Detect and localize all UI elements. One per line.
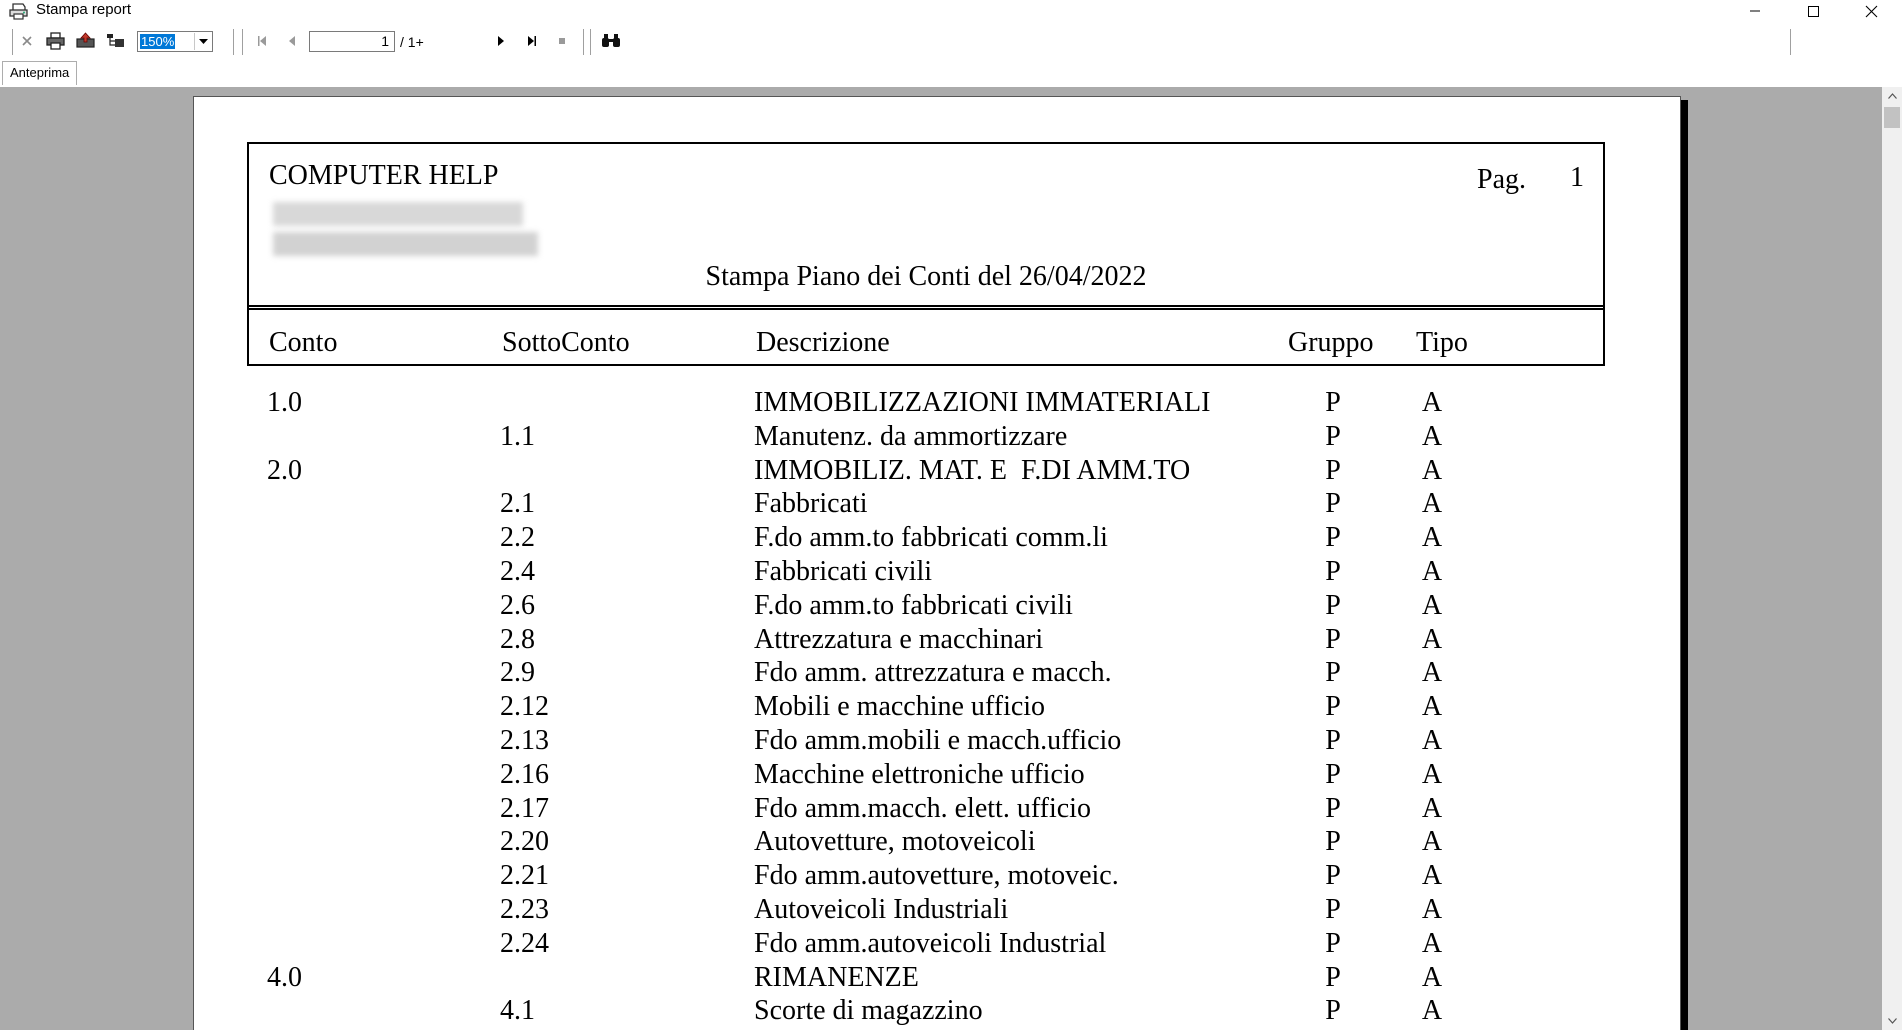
cell-tipo: A bbox=[1421, 893, 1443, 925]
close-icon bbox=[1865, 5, 1878, 18]
cell-tipo: A bbox=[1421, 657, 1443, 689]
cell-tipo: A bbox=[1421, 961, 1443, 993]
cell-descrizione: Fdo amm. attrezzatura e macch. bbox=[754, 657, 1112, 689]
cell-conto: 4.0 bbox=[267, 961, 302, 993]
find-button[interactable] bbox=[599, 29, 623, 53]
stop-button[interactable] bbox=[550, 29, 574, 53]
cell-gruppo: P bbox=[1325, 488, 1341, 520]
table-row bbox=[247, 488, 1605, 522]
cell-tipo: A bbox=[1421, 758, 1443, 790]
cell-sottoconto: 2.9 bbox=[500, 657, 535, 689]
cell-gruppo: P bbox=[1325, 758, 1341, 790]
redacted-address-line bbox=[273, 232, 538, 256]
table-row bbox=[247, 657, 1605, 691]
cell-descrizione: Fdo amm.mobili e macch.ufficio bbox=[754, 724, 1122, 756]
table-row bbox=[247, 826, 1605, 860]
table-row bbox=[247, 928, 1605, 962]
report-page bbox=[193, 96, 1681, 1030]
column-header-tipo: Tipo bbox=[1416, 327, 1468, 358]
report-rows bbox=[247, 387, 1605, 1029]
page-total: / 1+ bbox=[400, 34, 424, 50]
cell-tipo: A bbox=[1421, 691, 1443, 723]
table-row bbox=[247, 556, 1605, 590]
toolbar bbox=[0, 25, 1902, 59]
scroll-down-button[interactable] bbox=[1882, 1012, 1902, 1030]
table-row bbox=[247, 759, 1605, 793]
cell-tipo: A bbox=[1421, 522, 1443, 554]
cell-tipo: A bbox=[1421, 623, 1443, 655]
cell-tipo: A bbox=[1421, 792, 1443, 824]
cell-descrizione: IMMOBILIZ. MAT. E F.DI AMM.TO bbox=[754, 454, 1191, 486]
print-icon bbox=[46, 32, 66, 50]
chevron-up-icon bbox=[1888, 93, 1897, 99]
last-page-button[interactable] bbox=[520, 29, 544, 53]
scrollbar-thumb[interactable] bbox=[1884, 107, 1900, 128]
export-icon bbox=[76, 32, 96, 50]
cell-conto: 2.0 bbox=[267, 454, 302, 486]
cell-tipo: A bbox=[1421, 555, 1443, 587]
tab-bar bbox=[0, 59, 1902, 87]
zoom-dropdown-button[interactable] bbox=[194, 33, 211, 50]
minimize-button[interactable] bbox=[1726, 0, 1784, 22]
cell-sottoconto: 2.6 bbox=[500, 589, 535, 621]
minimize-icon bbox=[1749, 5, 1761, 17]
table-row bbox=[247, 691, 1605, 725]
cell-sottoconto: 2.13 bbox=[500, 724, 549, 756]
toolbar-separator bbox=[242, 29, 245, 55]
cell-sottoconto: 2.12 bbox=[500, 691, 549, 723]
page-label: Pag. bbox=[1477, 164, 1526, 195]
company-name: COMPUTER HELP bbox=[269, 160, 499, 191]
cell-sottoconto: 2.20 bbox=[500, 826, 549, 858]
chevron-down-icon bbox=[199, 39, 208, 45]
close-button[interactable] bbox=[1842, 0, 1900, 22]
cell-descrizione: Fdo amm.macch. elett. ufficio bbox=[754, 792, 1091, 824]
column-header-gruppo: Gruppo bbox=[1288, 327, 1374, 358]
page-number-input[interactable]: 1 bbox=[309, 31, 395, 52]
print-button[interactable] bbox=[44, 29, 68, 53]
cell-tipo: A bbox=[1421, 927, 1443, 959]
page-number: 1 bbox=[1570, 162, 1584, 193]
cell-descrizione: Macchine elettroniche ufficio bbox=[754, 758, 1085, 790]
cell-sottoconto: 2.23 bbox=[500, 893, 549, 925]
cell-gruppo: P bbox=[1325, 691, 1341, 723]
cell-gruppo: P bbox=[1325, 555, 1341, 587]
first-page-button[interactable] bbox=[250, 29, 274, 53]
toolbar-separator bbox=[233, 29, 236, 55]
cell-sottoconto: 2.8 bbox=[500, 623, 535, 655]
next-page-icon bbox=[495, 35, 507, 47]
cell-descrizione: RIMANENZE bbox=[754, 961, 919, 993]
tree-icon bbox=[106, 32, 126, 50]
cell-tipo: A bbox=[1421, 860, 1443, 892]
cell-sottoconto: 4.1 bbox=[500, 995, 535, 1027]
toolbar-separator bbox=[1790, 29, 1793, 55]
printer-app-icon bbox=[9, 2, 29, 20]
cell-descrizione: F.do amm.to fabbricati civili bbox=[754, 589, 1073, 621]
zoom-select[interactable] bbox=[137, 31, 213, 52]
cell-gruppo: P bbox=[1325, 454, 1341, 486]
report-header bbox=[247, 142, 1605, 307]
cell-tipo: A bbox=[1421, 995, 1443, 1027]
cell-tipo: A bbox=[1421, 387, 1443, 418]
find-icon bbox=[601, 33, 621, 49]
cell-tipo: A bbox=[1421, 420, 1443, 452]
report-preview-area[interactable] bbox=[0, 87, 1882, 1030]
maximize-button[interactable] bbox=[1784, 0, 1842, 22]
table-row bbox=[247, 860, 1605, 894]
vertical-scrollbar[interactable] bbox=[1882, 87, 1902, 1030]
table-row bbox=[247, 624, 1605, 658]
cell-gruppo: P bbox=[1325, 522, 1341, 554]
last-page-icon bbox=[526, 35, 538, 47]
scroll-up-button[interactable] bbox=[1882, 87, 1902, 105]
cell-tipo: A bbox=[1421, 724, 1443, 756]
cell-gruppo: P bbox=[1325, 420, 1341, 452]
cell-descrizione: Attrezzatura e macchinari bbox=[754, 623, 1044, 655]
cell-gruppo: P bbox=[1325, 961, 1341, 993]
first-page-icon bbox=[256, 35, 268, 47]
table-row bbox=[247, 995, 1605, 1029]
close-icon bbox=[20, 34, 34, 48]
close-preview-button[interactable] bbox=[15, 29, 39, 53]
next-page-button[interactable] bbox=[489, 29, 513, 53]
cell-gruppo: P bbox=[1325, 589, 1341, 621]
prev-page-icon bbox=[286, 35, 298, 47]
cell-gruppo: P bbox=[1325, 724, 1341, 756]
cell-descrizione: F.do amm.to fabbricati comm.li bbox=[754, 522, 1108, 554]
cell-descrizione: Manutenz. da ammortizzare bbox=[754, 420, 1068, 452]
table-row bbox=[247, 455, 1605, 489]
cell-gruppo: P bbox=[1325, 826, 1341, 858]
table-row bbox=[247, 962, 1605, 996]
cell-gruppo: P bbox=[1325, 893, 1341, 925]
table-row bbox=[247, 793, 1605, 827]
cell-sottoconto: 2.16 bbox=[500, 758, 549, 790]
cell-descrizione: Fdo amm.autovetture, motoveic. bbox=[754, 860, 1119, 892]
cell-tipo: A bbox=[1421, 589, 1443, 621]
cell-gruppo: P bbox=[1325, 792, 1341, 824]
cell-sottoconto: 2.4 bbox=[500, 555, 535, 587]
cell-sottoconto: 2.1 bbox=[500, 488, 535, 520]
cell-descrizione: Scorte di magazzino bbox=[754, 995, 983, 1027]
report-title: Stampa Piano dei Conti del 26/04/2022 bbox=[705, 261, 1147, 292]
toolbar-separator bbox=[590, 29, 593, 55]
cell-descrizione: Autoveicoli Industriali bbox=[754, 893, 1009, 925]
table-row bbox=[247, 725, 1605, 759]
cell-sottoconto: 2.17 bbox=[500, 792, 549, 824]
cell-gruppo: P bbox=[1325, 623, 1341, 655]
toolbar-separator bbox=[583, 29, 586, 55]
cell-gruppo: P bbox=[1325, 657, 1341, 689]
stop-icon bbox=[557, 36, 567, 46]
table-row bbox=[247, 522, 1605, 556]
cell-gruppo: P bbox=[1325, 995, 1341, 1027]
table-row bbox=[247, 590, 1605, 624]
zoom-value: 150% bbox=[141, 34, 175, 49]
table-row bbox=[247, 421, 1605, 455]
redacted-address-line bbox=[273, 202, 523, 226]
cell-descrizione: Fabbricati bbox=[754, 488, 868, 520]
export-button[interactable] bbox=[74, 29, 98, 53]
cell-tipo: A bbox=[1421, 488, 1443, 520]
maximize-icon bbox=[1807, 5, 1820, 18]
cell-descrizione: IMMOBILIZZAZIONI IMMATERIALI bbox=[754, 387, 1211, 418]
previous-page-button[interactable] bbox=[280, 29, 304, 53]
column-headers bbox=[247, 307, 1605, 366]
cell-gruppo: P bbox=[1325, 860, 1341, 892]
cell-descrizione: Fabbricati civili bbox=[754, 555, 933, 587]
column-header-conto: Conto bbox=[269, 327, 338, 358]
cell-sottoconto: 2.2 bbox=[500, 522, 535, 554]
cell-descrizione: Mobili e macchine ufficio bbox=[754, 691, 1046, 723]
cell-descrizione: Fdo amm.autoveicoli Industrial bbox=[754, 927, 1107, 959]
chevron-down-icon bbox=[1888, 1018, 1897, 1024]
cell-descrizione: Autovetture, motoveicoli bbox=[754, 826, 1036, 858]
title-bar bbox=[0, 0, 1902, 22]
cell-tipo: A bbox=[1421, 454, 1443, 486]
cell-tipo: A bbox=[1421, 826, 1443, 858]
table-row bbox=[247, 387, 1605, 421]
column-header-sottoconto: SottoConto bbox=[502, 327, 630, 358]
cell-sottoconto: 1.1 bbox=[500, 420, 535, 452]
cell-conto: 1.0 bbox=[267, 387, 302, 418]
cell-sottoconto: 2.21 bbox=[500, 860, 549, 892]
cell-gruppo: P bbox=[1325, 927, 1341, 959]
cell-gruppo: P bbox=[1325, 387, 1341, 418]
column-header-descrizione: Descrizione bbox=[756, 327, 890, 358]
cell-sottoconto: 2.24 bbox=[500, 927, 549, 959]
group-tree-button[interactable] bbox=[104, 29, 128, 53]
window-title: Stampa report bbox=[36, 1, 132, 18]
tab-anteprima[interactable]: Anteprima bbox=[2, 61, 77, 85]
table-row bbox=[247, 894, 1605, 928]
